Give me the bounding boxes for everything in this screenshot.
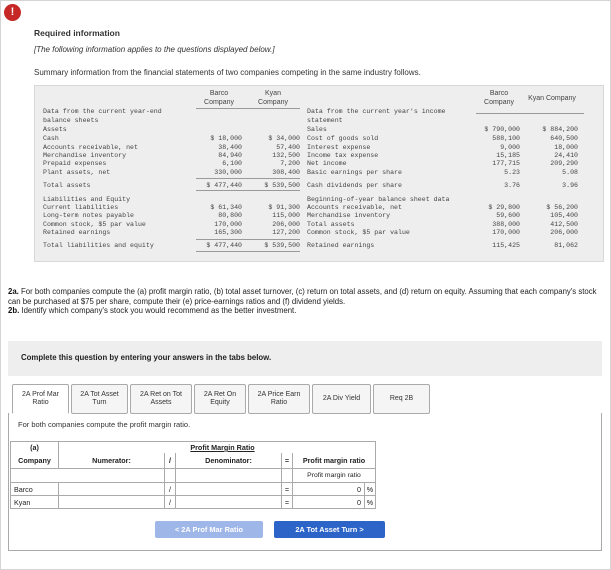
right-row-kyan: 81,062: [554, 242, 578, 249]
right-row-label: Net income: [307, 160, 347, 167]
left-row-kyan: 308,400: [272, 169, 300, 176]
left-row-barco: 170,000: [214, 221, 242, 228]
slash-barco: /: [164, 483, 176, 496]
right-row-label: Sales: [307, 126, 327, 133]
left-row-kyan: 57,400: [276, 144, 300, 151]
instructions-text: Complete this question by entering your answers in the tabs below.: [21, 353, 272, 362]
right-row-kyan: 5.08: [562, 169, 578, 176]
right-row-kyan: $ 56,200: [546, 204, 578, 211]
result-value-barco: 0: [293, 483, 364, 496]
tab-label: 2A Price Earn Ratio: [257, 390, 301, 406]
right-row-label: Total assets: [307, 221, 355, 228]
left-row-barco: 38,400: [218, 144, 242, 151]
left-row-label: Merchandise inventory: [43, 152, 127, 159]
right-row-label: Retained earnings: [307, 242, 375, 249]
right-row-kyan: 24,410: [554, 152, 578, 159]
summary-text: Summary information from the financial statements of two companies competing in the same industry follows.: [34, 68, 421, 77]
q2b-text: Identify which company's stock you would recommend as the better investment.: [19, 306, 297, 316]
result-header: Profit margin ratio: [293, 453, 376, 469]
right-row-barco: 177,715: [492, 160, 520, 167]
right-row-label: Basic earnings per share: [307, 169, 402, 176]
slash-header: /: [164, 453, 176, 469]
denominator-input-kyan[interactable]: [176, 496, 281, 509]
right-row-barco: 59,600: [496, 212, 520, 219]
result-subheader: Profit margin ratio: [293, 469, 376, 483]
tab-label: 2A Div Yield: [322, 394, 361, 402]
next-tab-button[interactable]: 2A Tot Asset Turn >: [274, 521, 385, 538]
right-row-label: Merchandise inventory: [307, 212, 391, 219]
tab-prof-mar-ratio[interactable]: [12, 384, 69, 414]
left-row-label: Long-term notes payable: [43, 212, 135, 219]
left-row-label: Accounts receivable, net: [43, 144, 138, 151]
left-row-kyan: 115,000: [272, 212, 300, 219]
left-row-kyan: 132,500: [272, 152, 300, 159]
col-header-kyan-right: Kyan Company: [528, 95, 576, 102]
left-total-assets-underline: [196, 190, 300, 191]
right-row-kyan: $ 884,200: [542, 126, 578, 133]
subheader-blank-slash: [164, 469, 176, 483]
left-row-barco: 6,100: [222, 160, 242, 167]
instructions-bar: [8, 341, 602, 376]
header-underline-right: [476, 113, 584, 114]
tab-ret-on-tot-assets[interactable]: [130, 384, 192, 414]
right-row-label: Interest expense: [307, 144, 371, 151]
left-row-kyan: $ 34,000: [268, 135, 300, 142]
subheader-blank-a: [10, 469, 59, 483]
tab-label: 2A Ret on Tot Assets: [140, 390, 182, 406]
row-company-kyan: Kyan: [10, 496, 59, 509]
right-row-barco: 388,000: [492, 221, 520, 228]
left-row-label: Total assets: [43, 182, 91, 189]
numerator-input-barco[interactable]: [59, 483, 164, 496]
right-row-label: Accounts receivable, net: [307, 204, 402, 211]
left-row-label: Total liabilities and equity: [43, 242, 154, 249]
denominator-header: Denominator:: [176, 453, 281, 469]
right-row-barco: $ 29,800: [488, 204, 520, 211]
numerator-header: Numerator:: [59, 453, 164, 469]
question-text: [8, 287, 603, 316]
left-row-label: Plant assets, net: [43, 169, 111, 176]
right-row-kyan: 412,500: [550, 221, 578, 228]
right-row-barco: 3.76: [504, 182, 520, 189]
col-header-kyan-left: Kyan Company: [258, 90, 288, 106]
tab-tot-asset-turn[interactable]: [71, 384, 128, 414]
col-a-header: (a): [10, 441, 59, 453]
left-row-label: Retained earnings: [43, 229, 111, 236]
left-row-label: Prepaid expenses: [43, 160, 107, 167]
q2a-label: 2a.: [8, 287, 19, 296]
equals-header: =: [281, 453, 293, 469]
row-company-barco: Barco: [10, 483, 59, 496]
tab-div-yield[interactable]: [312, 384, 371, 414]
right-row-label: Common stock, $5 par value: [307, 229, 410, 236]
right-row-barco: 5.23: [504, 169, 520, 176]
col-header-barco-right: Barco Company: [484, 90, 514, 106]
right-section-title: Data from the current year's income statement: [307, 108, 446, 124]
left-row-barco: $ 18,000: [210, 135, 242, 142]
left-row-barco: 80,800: [218, 212, 242, 219]
right-row-kyan: 206,000: [550, 229, 578, 236]
subheader-blank-eq: [281, 469, 293, 483]
tab-price-earn-ratio[interactable]: [248, 384, 310, 414]
right-row-label: Cash dividends per share: [307, 182, 402, 189]
left-row-kyan: $ 91,300: [268, 204, 300, 211]
blank-header-right: [281, 441, 376, 453]
right-row-kyan: 105,400: [550, 212, 578, 219]
equals-kyan: =: [281, 496, 293, 509]
right-row-kyan: 3.96: [562, 182, 578, 189]
left-row-kyan: 7,200: [280, 160, 300, 167]
left-row-label: Common stock, $5 par value: [43, 221, 146, 228]
subheader-blank-den: [176, 469, 281, 483]
tab-label: 2A Prof Mar Ratio: [22, 390, 59, 406]
tab-ret-on-equity[interactable]: [194, 384, 246, 414]
right-row-label: Income tax expense: [307, 152, 379, 159]
header-underline-left: [196, 108, 300, 109]
left-row-kyan: 206,000: [272, 221, 300, 228]
slash-kyan: /: [164, 496, 176, 509]
right-row-barco: 9,000: [500, 144, 520, 151]
left-row-kyan: 127,200: [272, 229, 300, 236]
tab-label: 2A Tot Asset Turn: [80, 390, 119, 406]
col-header-barco-left: Barco Company: [204, 90, 234, 106]
right-row-barco: 115,425: [492, 242, 520, 249]
right-row-label: Cost of goods sold: [307, 135, 379, 142]
left-row-barco: 330,000: [214, 169, 242, 176]
left-total-le-underline: [196, 251, 300, 252]
left-row-kyan: $ 539,500: [264, 242, 300, 249]
tab-label: 2A Ret On Equity: [203, 390, 237, 406]
subheader-blank-num: [59, 469, 164, 483]
right-row-barco: $ 790,000: [484, 126, 520, 133]
info-note: [The following information applies to the questions displayed below.]: [34, 45, 275, 54]
left-row-barco: $ 61,340: [210, 204, 242, 211]
right-row-barco: 588,100: [492, 135, 520, 142]
left-total-le-line: [196, 239, 300, 240]
right-row-barco: 15,185: [496, 152, 520, 159]
right-row-label: Beginning-of-year balance sheet data: [307, 196, 450, 203]
tab-req-2b[interactable]: [373, 384, 430, 414]
right-row-kyan: 209,290: [550, 160, 578, 167]
equals-barco: =: [281, 483, 293, 496]
q2a-text: For both companies compute the (a) profit margin ratio, (b) total asset turnover, (c) return on total assets, and (d) return on equity. Assuming that each company's stock can be purchased at $75 per share, compute their (e) price-earnings ratios and (f) dividend yields.: [8, 287, 597, 306]
profit-margin-title: Profit Margin Ratio: [164, 441, 281, 453]
left-row-barco: $ 477,440: [206, 242, 242, 249]
company-header: Company: [10, 453, 59, 469]
right-row-kyan: 18,000: [554, 144, 578, 151]
blank-header: [59, 441, 164, 453]
panel-instruction: For both companies compute the profit margin ratio.: [18, 420, 191, 429]
prev-tab-button[interactable]: < 2A Prof Mar Ratio: [155, 521, 263, 538]
left-row-label: Assets: [43, 126, 67, 133]
tab-label: Req 2B: [389, 394, 414, 402]
left-row-label: Cash: [43, 135, 59, 142]
result-value-kyan: 0: [293, 496, 364, 509]
percent-kyan: %: [364, 496, 376, 509]
alert-icon: !: [4, 4, 21, 21]
required-info-title: Required information: [34, 28, 120, 38]
left-row-label: Liabilities and Equity: [43, 196, 131, 203]
left-row-barco: 84,940: [218, 152, 242, 159]
right-row-barco: 170,000: [492, 229, 520, 236]
denominator-input-barco[interactable]: [176, 483, 281, 496]
q2b-label: 2b.: [8, 306, 20, 316]
left-row-kyan: $ 539,500: [264, 182, 300, 189]
left-row-barco: 165,300: [214, 229, 242, 236]
percent-barco: %: [364, 483, 376, 496]
left-section-title: Data from the current year-end balance sheets: [43, 108, 162, 124]
right-row-kyan: 640,500: [550, 135, 578, 142]
left-total-assets-line: [196, 178, 300, 179]
left-row-label: Current liabilities: [43, 204, 119, 211]
numerator-input-kyan[interactable]: [59, 496, 164, 509]
left-row-barco: $ 477,440: [206, 182, 242, 189]
